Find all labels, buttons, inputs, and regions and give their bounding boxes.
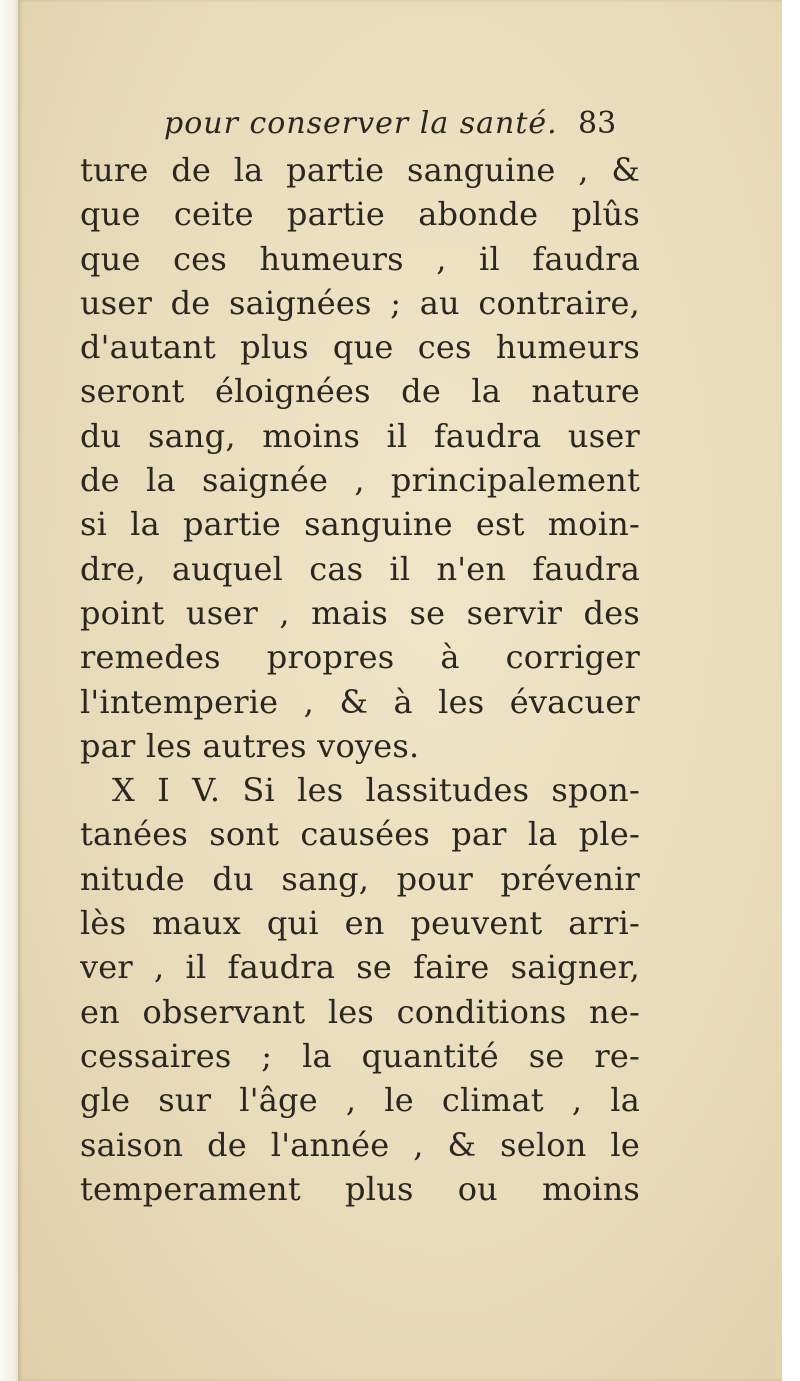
text-line: gle sur l'âge , le climat , la bbox=[80, 1081, 640, 1120]
text-line: ver , il faudra se faire saigner, bbox=[80, 948, 640, 987]
text-line: par les autres voyes. bbox=[80, 726, 420, 765]
body-text bbox=[80, 148, 640, 1211]
text-line: que ces humeurs , il faudra bbox=[80, 239, 640, 278]
text-line: nitude du sang, pour prévenir bbox=[80, 859, 640, 898]
text-line: si la partie sanguine est moin- bbox=[80, 505, 640, 544]
text-line: remedes propres à corriger bbox=[80, 638, 640, 677]
section-heading-line: X I V. Si les lassitudes spon- bbox=[112, 771, 640, 810]
running-title: pour conserver la santé. bbox=[164, 106, 558, 141]
text-line: dre, auquel cas il n'en faudra bbox=[80, 549, 640, 588]
text-line: d'autant plus que ces humeurs bbox=[80, 328, 640, 367]
text-line: que ceite partie abonde plûs bbox=[80, 195, 640, 234]
text-line: du sang, moins il faudra user bbox=[80, 416, 640, 455]
text-line: ture de la partie sanguine , & bbox=[80, 151, 640, 189]
text-line: lès maux qui en peuvent arri- bbox=[80, 904, 640, 943]
text-line: saison de l'année , & selon le bbox=[80, 1125, 640, 1164]
text-line: user de saignées ; au contraire, bbox=[80, 283, 640, 322]
page-number: 83 bbox=[578, 106, 617, 141]
text-line: de la saignée , principalement bbox=[80, 461, 640, 500]
text-line: temperament plus ou moins bbox=[80, 1169, 640, 1208]
book-gutter bbox=[0, 0, 20, 1381]
text-line: tanées sont causées par la ple- bbox=[80, 815, 640, 854]
text-line: l'intemperie , & à les évacuer bbox=[80, 682, 640, 721]
text-line: seront éloignées de la nature bbox=[80, 372, 640, 411]
page-sheet bbox=[18, 0, 784, 1381]
page-header bbox=[18, 100, 784, 150]
scan-margin bbox=[782, 0, 800, 1381]
text-line: point user , mais se servir des bbox=[80, 593, 640, 632]
text-line: cessaires ; la quantité se re- bbox=[80, 1036, 640, 1075]
text-line: en observant les conditions ne- bbox=[80, 992, 640, 1031]
